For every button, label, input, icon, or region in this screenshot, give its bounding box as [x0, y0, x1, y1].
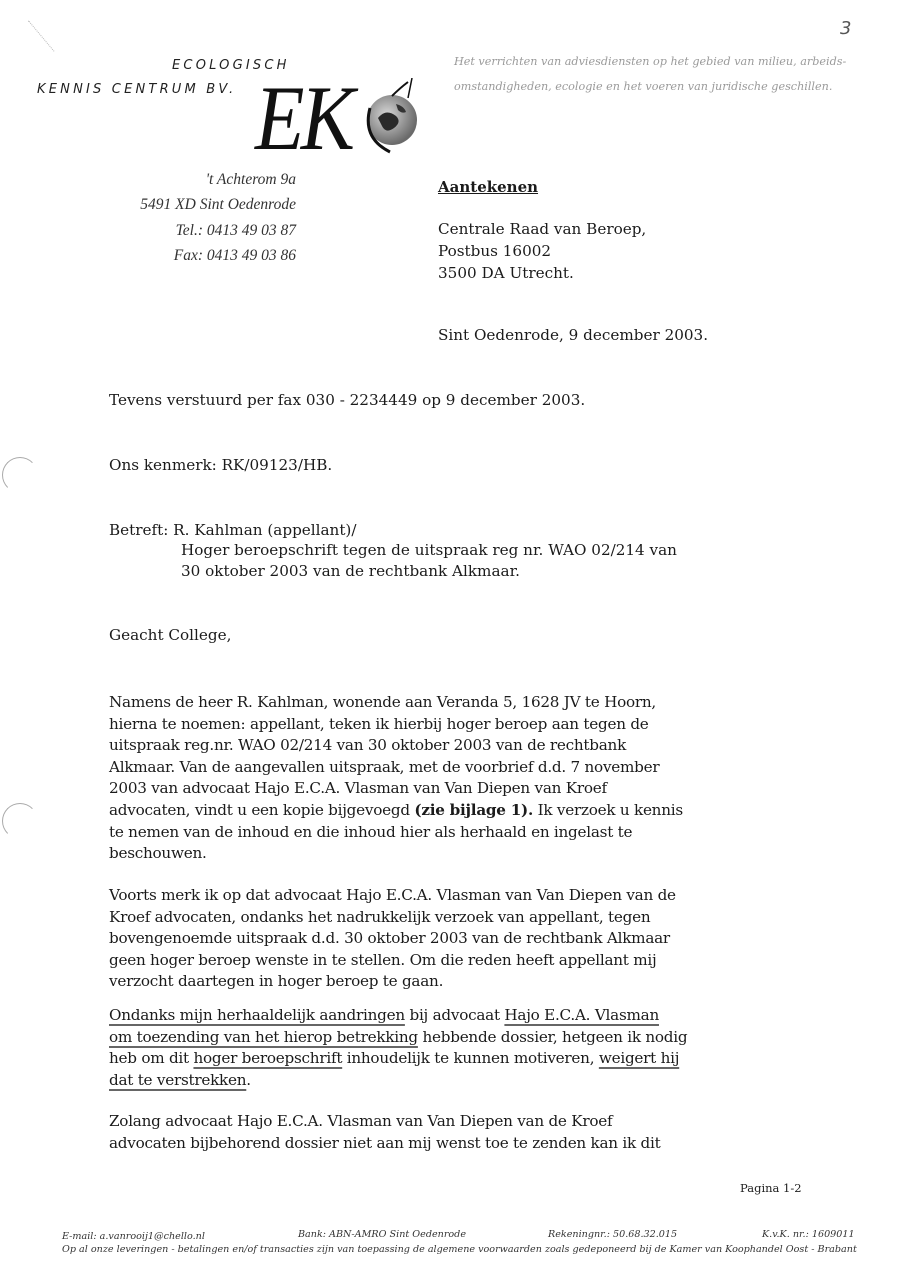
text-line — [109, 1048, 809, 1070]
handwritten-underline: dat te verstrekken — [109, 1070, 247, 1089]
punch-hole-mark — [2, 803, 38, 839]
sender-fax: Fax: 0413 49 03 86 — [173, 247, 296, 264]
text-line — [109, 1005, 809, 1027]
recipient-line1: Centrale Raad van Beroep, — [438, 220, 647, 238]
text-segment: hebbende dossier, hetgeen ik nodig — [417, 1027, 688, 1046]
text-segment: Ik verzoek u kennis — [533, 800, 683, 819]
sender-street: 't Achterom 9a — [205, 171, 296, 188]
handwritten-underline: hoger beroepschrift — [193, 1049, 343, 1068]
salutation: Geacht College, — [109, 626, 232, 644]
text-line: geen hoger beroep wenste in te stellen. Om die reden heeft appellant mij — [109, 950, 657, 969]
sender-tel: Tel.: 0413 49 03 87 — [175, 222, 296, 239]
text-line: Voorts merk ik op dat advocaat Hajo E.C.A. Vlasman van Van Diepen van de — [109, 886, 676, 904]
footer-kvk: K.v.K. nr.: 1609011 — [762, 1229, 855, 1240]
company-name-line1: ECOLOGISCH — [172, 58, 290, 73]
company-logo-text: EK — [255, 67, 352, 169]
text-segment: inhoudelijk te kunnen motiveren, — [342, 1049, 599, 1068]
company-tagline-line1: Het verrichten van adviesdiensten op het gebied van milieu, arbeids- — [454, 55, 847, 68]
handwritten-underline: Hajo E.C.A. Vlasman — [504, 1006, 659, 1024]
footer-terms: Op al onze leveringen - betalingen en/of transacties zijn van toepassing de algemene voorwaarden zoals gedeponeerd bij de Kamer van Koophandel Oost - Brabant — [62, 1244, 857, 1255]
text-line — [109, 1070, 809, 1092]
paragraph-3 — [109, 1005, 809, 1091]
subject-line3: 30 oktober 2003 van de rechtbank Alkmaar. — [181, 562, 520, 580]
attachment-reference: (zie bijlage 1). — [414, 800, 534, 819]
text-line: Alkmaar. Van de aangevallen uitspraak, met de voorbrief d.d. 7 november — [109, 757, 660, 776]
paragraph-1 — [109, 692, 809, 865]
page-indicator: Pagina 1-2 — [740, 1181, 802, 1195]
text-segment: advocaten, vindt u een kopie bijgevoegd — [109, 800, 415, 819]
company-name-line2: KENNIS CENTRUM BV. — [37, 82, 237, 97]
sender-city: 5491 XD Sint Oedenrode — [140, 196, 296, 213]
subject-line1: Betreft: R. Kahlman (appellant)/ — [109, 521, 357, 539]
reference: Ons kenmerk: RK/09123/HB. — [109, 456, 333, 474]
fax-note: Tevens verstuurd per fax 030 - 2234449 op 9 december 2003. — [109, 391, 586, 409]
scan-mark — [27, 20, 54, 52]
paragraph-4 — [109, 1111, 809, 1154]
handwritten-underline: weigert hij — [598, 1049, 680, 1068]
text-segment: . — [246, 1070, 251, 1089]
text-line: Zolang advocaat Hajo E.C.A. Vlasman van Van Diepen van de Kroef — [109, 1112, 613, 1130]
footer-email: E-mail: a.vanrooij1@chello.nl — [62, 1231, 205, 1242]
text-line: uitspraak reg.nr. WAO 02/214 van 30 oktober 2003 van de rechtbank — [109, 736, 627, 755]
globe-icon — [356, 78, 420, 160]
company-tagline-line2: omstandigheden, ecologie en het voeren van juridische geschillen. — [454, 80, 833, 93]
text-line: 2003 van advocaat Hajo E.C.A. Vlasman van Van Diepen van Kroef — [109, 779, 607, 798]
handwritten-underline: Ondanks mijn herhaaldelijk aandringen — [109, 1006, 405, 1024]
text-line: bovengenoemde uitspraak d.d. 30 oktober 2003 van de rechtbank Alkmaar — [109, 929, 670, 948]
punch-hole-mark — [2, 457, 38, 493]
text-line: beschouwen. — [109, 844, 207, 863]
place-date: Sint Oedenrode, 9 december 2003. — [438, 326, 709, 344]
text-line: te nemen van de inhoud en die inhoud hier als herhaald en ingelast te — [109, 822, 633, 841]
handwritten-underline: om toezending van het hierop betrekking — [109, 1027, 418, 1046]
recipient-line3: 3500 DA Utrecht. — [438, 264, 574, 282]
footer-account: Rekeningnr.: 50.68.32.015 — [548, 1229, 678, 1240]
text-segment: bij advocaat — [404, 1006, 505, 1024]
text-line: hierna te noemen: appellant, teken ik hierbij hoger beroep aan tegen de — [109, 714, 649, 733]
text-line: Kroef advocaten, ondanks het nadrukkelijk verzoek van appellant, tegen — [109, 907, 651, 926]
delivery-note: Aantekenen — [438, 178, 539, 196]
text-line — [109, 1027, 809, 1049]
handwritten-page-number: 3 — [840, 18, 852, 39]
paragraph-2 — [109, 885, 809, 993]
text-line — [109, 800, 809, 822]
text-line: Namens de heer R. Kahlman, wonende aan Veranda 5, 1628 JV te Hoorn, — [109, 693, 657, 711]
text-line: advocaten bijbehorend dossier niet aan mij wenst toe te zenden kan ik dit — [109, 1133, 661, 1152]
recipient-line2: Postbus 16002 — [438, 242, 552, 260]
text-line: verzocht daartegen in hoger beroep te gaan. — [109, 972, 444, 991]
footer-bank: Bank: ABN-AMRO Sint Oedenrode — [298, 1229, 466, 1240]
subject-line2: Hoger beroepschrift tegen de uitspraak reg nr. WAO 02/214 van — [181, 541, 677, 559]
text-segment: heb om dit — [109, 1049, 194, 1068]
